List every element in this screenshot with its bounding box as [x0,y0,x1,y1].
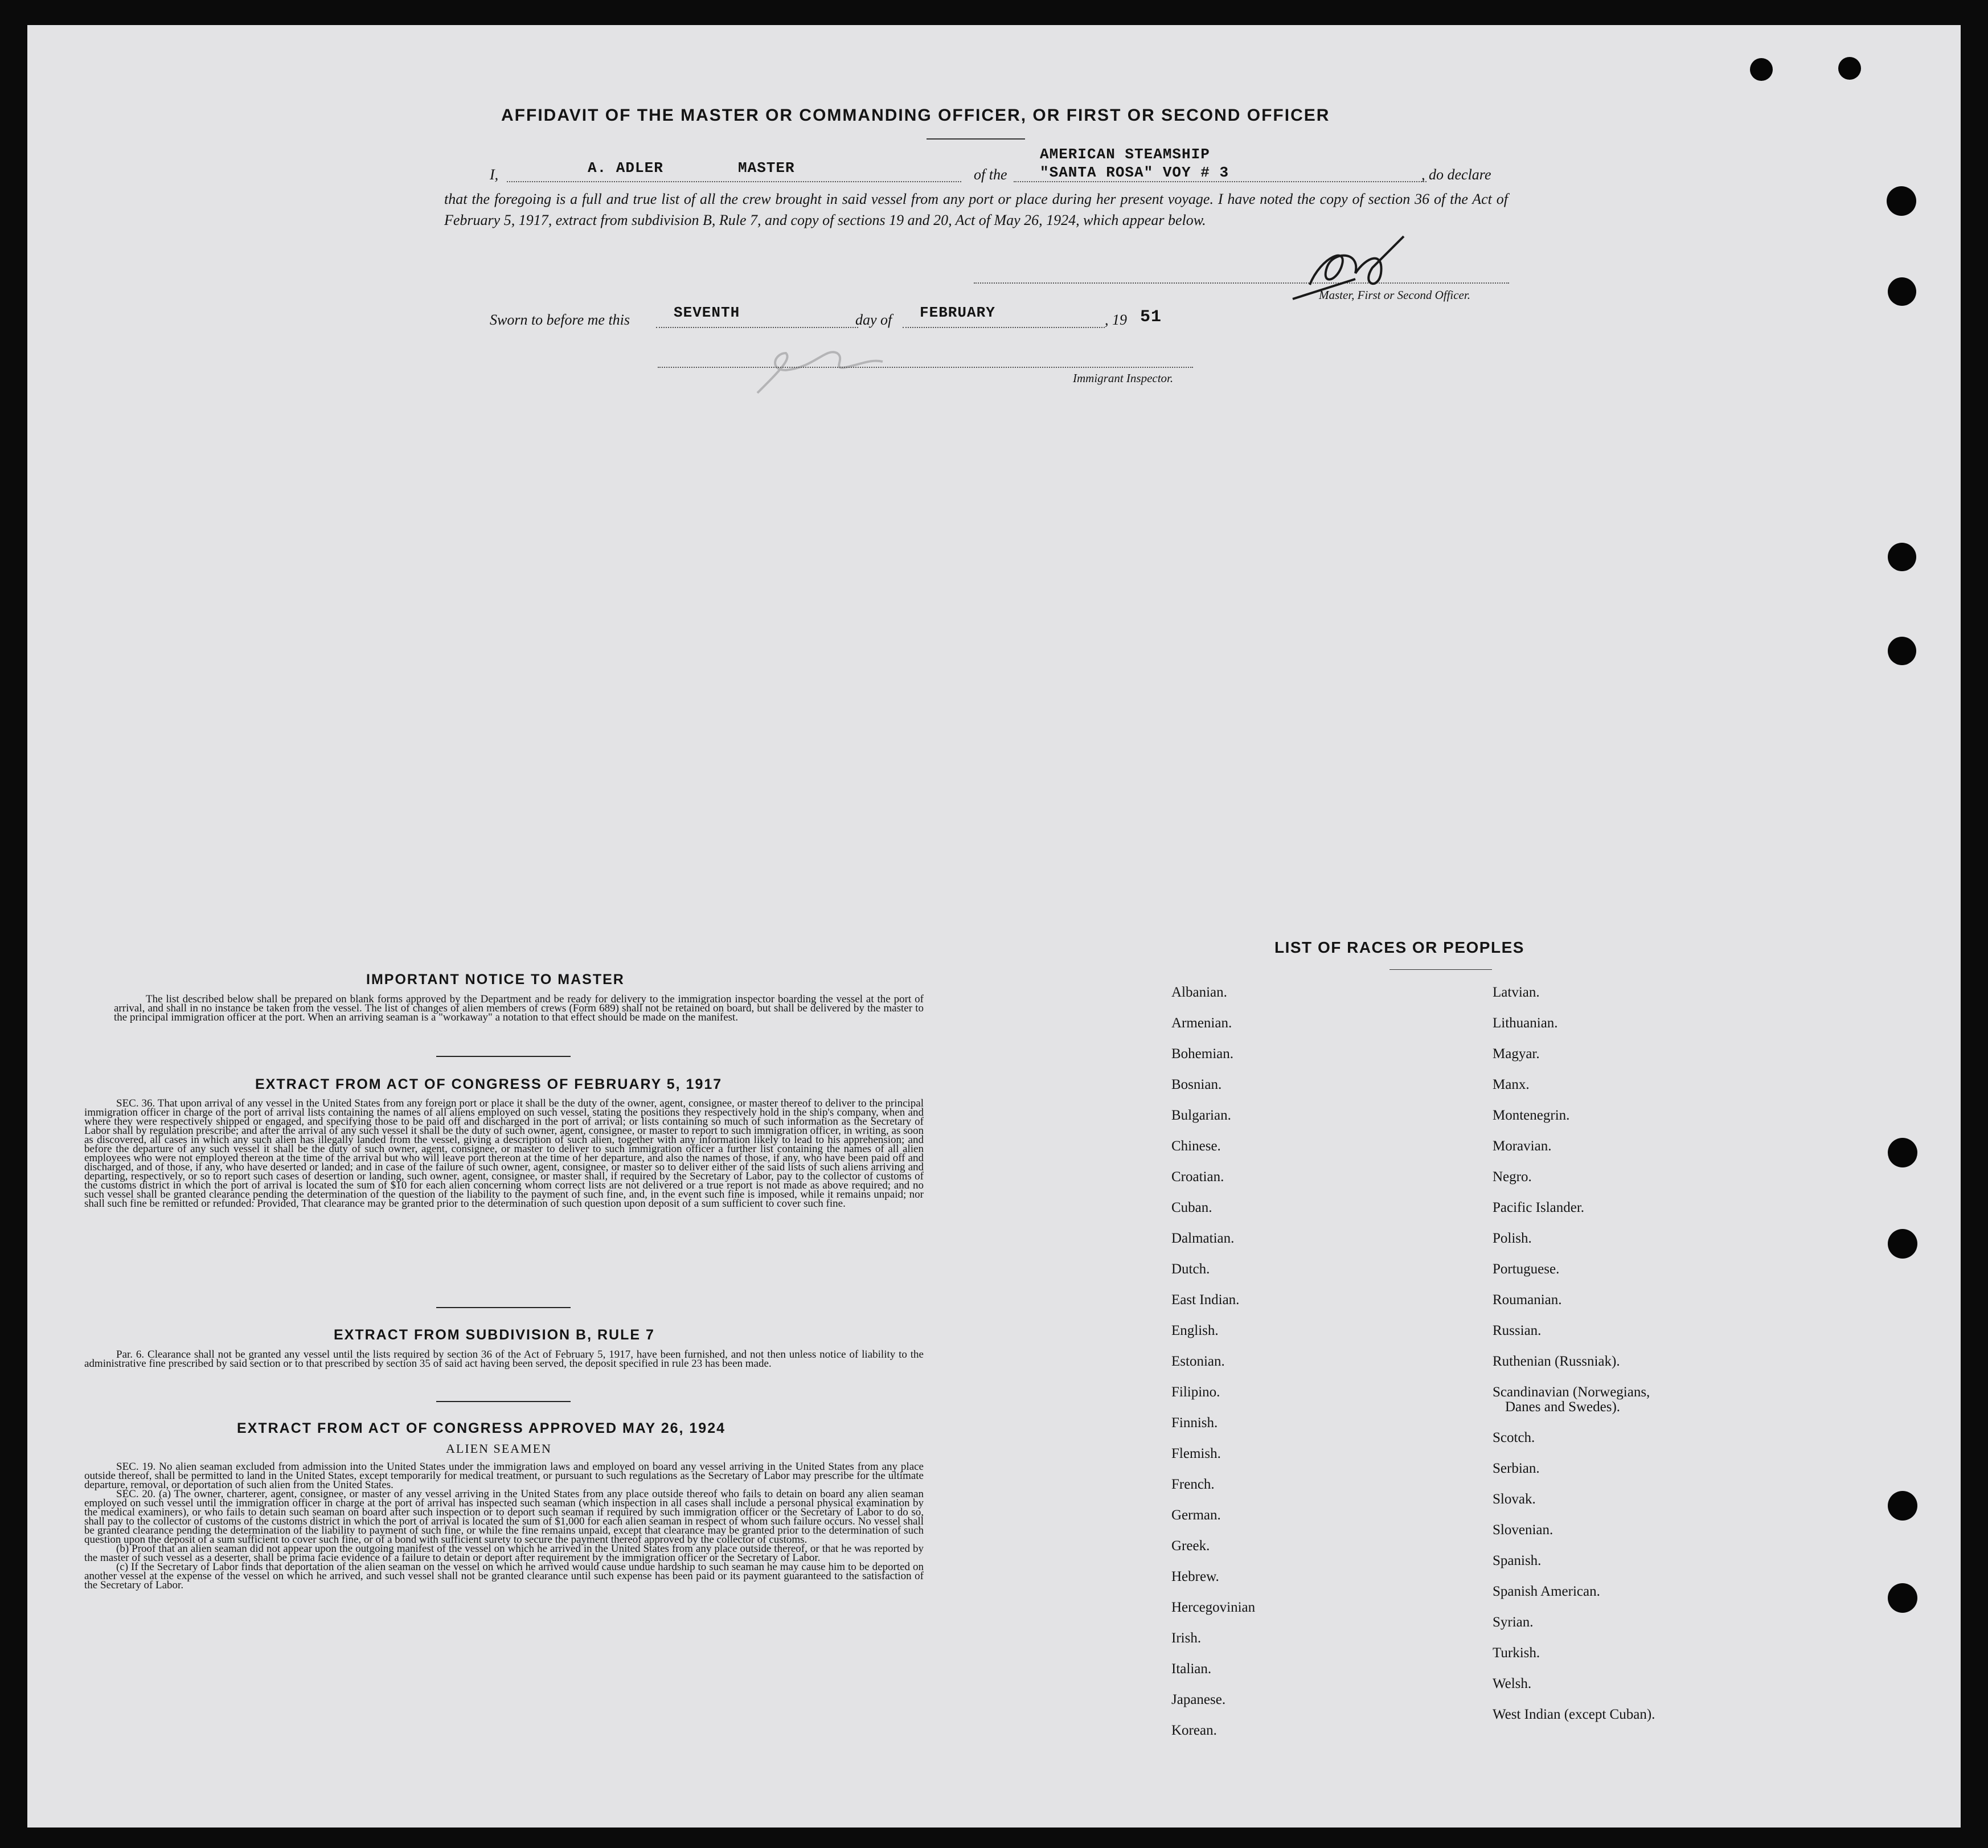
vessel-type: AMERICAN STEAMSHIP [1040,146,1210,163]
race-item [1171,1200,1255,1231]
race-item [1171,1385,1255,1416]
sworn-label: Sworn to before me this [490,312,630,328]
race-label: Dalmatian. [1171,1231,1235,1246]
race-item [1171,1108,1255,1139]
race-item [1493,1231,1655,1262]
race-label: Finnish. [1171,1415,1218,1431]
separator [436,1307,571,1308]
race-item [1171,1016,1255,1047]
race-label: Japanese. [1171,1692,1226,1707]
notice-text: The list described below shall be prepared on blank forms approved by the Department and be ready for delivery to the immigration inspector boarding the vessel at the port of arrival, and shall in no instance be taken from the vessel. The list of changes of alien members of crews (Form 689) shall not be retained on board, but shall be delivered by the master to the principal immigration officer at the port. When an arriving seaman is a "workaway" a notation to that effect should be made on the manifest. [114,993,924,1023]
race-label: Moravian. [1493,1138,1552,1154]
vessel-name: "SANTA ROSA" VOY # 3 [1040,164,1229,181]
race-label: Slovenian. [1493,1522,1553,1538]
race-item [1493,1385,1655,1431]
inspector-caption: Immigrant Inspector. [1073,371,1174,385]
vessel-field-line [1014,181,1427,182]
race-item [1493,1293,1655,1323]
race-label: Albanian. [1171,985,1227,1000]
race-item [1493,1492,1655,1523]
race-item [1493,1646,1655,1677]
race-label: Russian. [1493,1323,1542,1338]
race-item [1171,985,1255,1016]
race-item [1171,1539,1255,1570]
punch-hole [1888,277,1916,306]
race-label: Spanish American. [1493,1584,1600,1599]
race-item [1493,1615,1655,1646]
race-label: Lithuanian. [1493,1015,1558,1031]
race-item [1493,1170,1655,1200]
race-label: Cuban. [1171,1200,1212,1215]
sec20a-text: SEC. 20. (a) The owner, charterer, agent, consignee, or master of any vessel arriving in the United States from any place outside thereof who fails to detain on board any alien seaman employed on such vessel until the immigration officer in charge at the port of arrival has inspected such seaman (which inspection in all cases shall include a personal physical examination by the medical examiners), or who fails to detain such seaman on board after such inspection or to deport such seaman if required by such immigration officer or the Secretary of Labor to do so, shall pay to the collector of customs of the customs district in which the port of arrival is located the sum of $1,000 for each alien seaman in respect of whom such failure occurs. No vessel shall be granted clearance pending the determination of the liability to payment of such fine, or while the fine remains unpaid, except that clearance may be granted prior to the determination of such question upon the deposit of a sum sufficient to cover such fine, or of a bond with sufficient surety to secure the payment thereof approved by the collector of customs. [84,1488,924,1546]
race-label: English. [1171,1323,1219,1338]
race-label: West Indian (except Cuban). [1493,1707,1655,1722]
extract-1917-text: SEC. 36. That upon arrival of any vessel in the United States from any foreign port or place it shall be the duty of the owner, agent, consignee, or master thereof to deliver to the principal immigration officer in charge of the port of arrival lists containing the names of all aliens employed on such vessel, stating the positions they respectively hold in the ship's company, when and where they were respectively shipped or engaged, and specifying those to be paid off and discharged in the port of arrival; or lists containing so much of such information as the Secretary of Labor shall by regulation prescribe; and after the arrival of any such vessel it shall be the duty of such owner, agent, consignee, or master to report to such immigration officer, in writing, as soon as discovered, all cases in which any such alien has illegally landed from the vessel, giving a description of such alien, together with any information likely to lead to his apprehension; and before the departure of any such vessel it shall be the duty of such owner, agent, consignee, or master to deliver to such immigration officer a further list containing the names of all alien employees who were not employed thereon at the time of the arrival but who will leave port thereon at the time of her departure, and also the names of those, if any, who have been paid off and discharged, and of those, if any, who have deserted or landed; and in case of the failure of such owner, agent, consignee, or master so to deliver either of the said lists of such aliens arriving and departing, respectively, or so to report such cases of desertion or landing, such owner, agent, consignee, or master shall, if required by the Secretary of Labor, pay to the collector of customs of the customs district in which the port of arrival is located the sum of $10 for each alien concerning whom correct lists are not delivered or a true report is not made as above required; and no such vessel shall be granted clearance pending the determination of the question of the liability to the payment of such fine, and, in the event such fine is imposed, while it remains unpaid; nor shall such fine be remitted or refunded: Provided, That clearance may be granted prior to the determination of such question upon deposit of a sum sufficient to cover such fine. [84,1097,924,1210]
race-item [1493,1431,1655,1461]
notice-body [114,995,924,1022]
race-label: Scotch. [1493,1430,1535,1445]
race-item [1171,1508,1255,1539]
punch-hole [1888,1138,1917,1167]
affidavit-body: that the foregoing is a full and true list of all the crew brought in said vessel from any port or place during her present voyage. I have noted the copy of section 36 of the Act of February 5, 1917, extract from subdivision B, Rule 7, and copy of sections 19 and 20, Act of May 26, 1924, which appear below. [444,191,1508,228]
race-item [1493,1677,1655,1707]
extract-rule7-body [84,1350,924,1368]
race-item [1493,1523,1655,1554]
race-label: Korean. [1171,1723,1217,1738]
race-item [1171,1693,1255,1723]
race-item [1493,1584,1655,1615]
of-the-label: of the [974,166,1007,183]
extract-1924-body [84,1462,924,1590]
race-label: Negro. [1493,1169,1532,1185]
sworn-day: SEVENTH [674,304,740,321]
race-label: Italian. [1171,1661,1212,1677]
inspector-signature-line [658,367,1193,368]
race-item [1171,1047,1255,1077]
sec20c-text: (c) If the Secretary of Labor finds that deportation of the alien seaman on the vessel on which he arrived would cause undue hardship to such seaman he may cause him to be deported on another vessel at the expense of the vessel on which he arrived, and such vessel shall not be granted clearance until such expense has been paid or its payment guaranteed to the satisfaction of the Secretary of Labor. [84,1561,924,1591]
races-right-column [1493,985,1655,1738]
punch-hole [1838,57,1861,80]
race-label: Estonian. [1171,1354,1225,1369]
name-field-line [507,181,961,182]
race-item [1171,1139,1255,1170]
race-item [1493,1262,1655,1293]
day-of-label: day of [855,312,892,328]
race-label: German. [1171,1507,1221,1523]
race-label: Greek. [1171,1538,1210,1554]
master-rank: MASTER [738,159,795,177]
punch-hole [1888,1229,1917,1259]
extract-rule7-text: Par. 6. Clearance shall not be granted any vessel until the lists required by section 36 of the Act of February 5, 1917, have been furnished, and not then unless notice of liability to the administrative fine prescribed by said section or to that prescribed by section 35 of said act having been served, the deposit specified in rule 23 has been made. [84,1349,924,1370]
race-label: Manx. [1493,1077,1530,1092]
officer-caption: Master, First or Second Officer. [1319,288,1470,302]
race-item [1171,1077,1255,1108]
sec19-text: SEC. 19. No alien seaman excluded from admission into the United States under the immigration laws and employed on board any vessel arriving in the United States from any place outside thereof, shall be permitted to land in the United States, except temporarily for medical treatment, or pursuant to such regulations as the Secretary of Labor may prescribe for the ultimate departure, removal, or deportation of such alien from the United States. [84,1461,924,1491]
punch-hole [1750,58,1773,81]
race-label: Serbian. [1493,1461,1540,1476]
year-prefix: , 19 [1105,312,1127,328]
sworn-month: FEBRUARY [920,304,995,321]
race-label: Dutch. [1171,1261,1210,1277]
race-item [1171,1354,1255,1385]
punch-hole [1888,1491,1917,1521]
punch-hole [1888,637,1916,665]
extract-1917-title: EXTRACT FROM ACT OF CONGRESS OF FEBRUARY 5, 1917 [255,1076,723,1092]
race-label: Spanish. [1493,1553,1542,1568]
race-item [1493,1077,1655,1108]
race-label: Filipino. [1171,1384,1220,1400]
race-label: Croatian. [1171,1169,1224,1185]
races-title-underline [1389,969,1492,970]
races-left-column [1171,985,1255,1754]
title-underline [927,138,1025,140]
race-item [1493,1323,1655,1354]
race-label: Ruthenian (Russniak). [1493,1354,1620,1369]
notice-title: IMPORTANT NOTICE TO MASTER [366,972,625,987]
race-label: Latvian. [1493,985,1540,1000]
race-item [1171,1600,1255,1631]
race-label: Irish. [1171,1630,1202,1646]
punch-hole [1888,1583,1917,1613]
sec20b-text: (b) Proof that an alien seaman did not appear upon the outgoing manifest of the vessel on which he arrived in the United States from any place outside thereof, or that he was reported by the master of such vessel as a deserter, shall be prima facie evidence of a failure to detain or deport after requirement by the immigration officer or the Secretary of Labor. [84,1543,924,1564]
race-item [1171,1447,1255,1477]
extract-1917-body [84,1099,924,1208]
race-label: Slovak. [1493,1491,1536,1507]
race-item [1493,1707,1655,1738]
race-item [1171,1323,1255,1354]
affidavit-i-label: I, [490,166,499,183]
race-item [1493,985,1655,1016]
race-item [1171,1293,1255,1323]
race-item [1171,1170,1255,1200]
race-label: Scandinavian (Norwegians, [1493,1384,1650,1400]
separator [436,1056,571,1057]
race-label: Bohemian. [1171,1046,1234,1062]
race-label: Montenegrin. [1493,1108,1570,1123]
master-name: A. ADLER [588,159,663,177]
race-item [1171,1570,1255,1600]
race-label: Pacific Islander. [1493,1200,1585,1215]
race-label: Bulgarian. [1171,1108,1231,1123]
race-item [1493,1200,1655,1231]
race-label: Bosnian. [1171,1077,1222,1092]
race-label-continuation: Danes and Swedes). [1505,1399,1621,1415]
punch-hole [1887,186,1916,216]
race-item [1171,1477,1255,1508]
extract-rule7-title: EXTRACT FROM SUBDIVISION B, RULE 7 [334,1327,655,1343]
race-item [1171,1262,1255,1293]
race-label: Hercegovinian [1171,1600,1256,1615]
race-item [1171,1662,1255,1693]
race-item [1171,1723,1255,1754]
race-item [1493,1047,1655,1077]
race-item [1493,1461,1655,1492]
race-label: Magyar. [1493,1046,1540,1062]
race-item [1171,1631,1255,1662]
race-label: Roumanian. [1493,1292,1562,1308]
race-item [1493,1354,1655,1385]
race-label: Turkish. [1493,1645,1540,1661]
race-label: Chinese. [1171,1138,1221,1154]
race-label: Portuguese. [1493,1261,1560,1277]
race-label: Welsh. [1493,1676,1532,1691]
separator [436,1401,571,1402]
race-item [1493,1139,1655,1170]
alien-seamen-subtitle: ALIEN SEAMEN [446,1441,552,1456]
race-label: Polish. [1493,1231,1532,1246]
punch-hole [1888,543,1916,571]
do-declare-label: , do declare [1421,166,1491,183]
race-label: Flemish. [1171,1446,1221,1461]
races-title: LIST OF RACES OR PEOPLES [1274,939,1524,956]
race-item [1171,1231,1255,1262]
sworn-day-line [656,327,858,328]
race-label: French. [1171,1477,1215,1492]
race-item [1493,1016,1655,1047]
race-label: Armenian. [1171,1015,1232,1031]
extract-1924-title: EXTRACT FROM ACT OF CONGRESS APPROVED MAY 26, 1924 [237,1420,726,1436]
race-item [1171,1416,1255,1447]
race-label: Hebrew. [1171,1569,1219,1584]
race-label: Syrian. [1493,1615,1534,1630]
race-label: East Indian. [1171,1292,1240,1308]
race-item [1493,1108,1655,1139]
sworn-month-line [903,327,1105,328]
race-item [1493,1554,1655,1584]
year-suffix: 51 [1140,308,1162,327]
